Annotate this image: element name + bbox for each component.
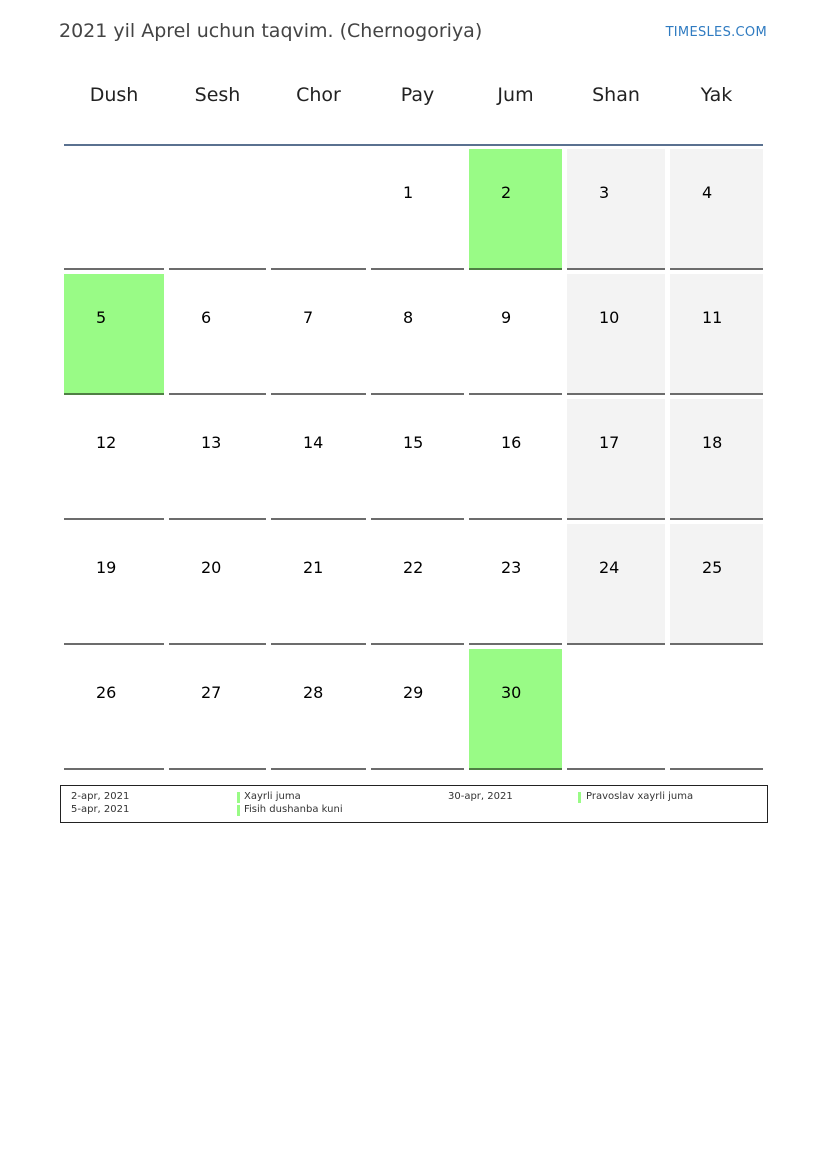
day-cell-thu[interactable]: [371, 149, 464, 270]
weekday-tue: Sesh: [194, 84, 241, 106]
day-number: 11: [702, 308, 723, 327]
weekday-sat: Shan: [592, 84, 640, 106]
day-number: 15: [403, 433, 424, 452]
day-number: 7: [303, 308, 314, 327]
legend-date: 5-apr, 2021: [71, 804, 130, 815]
day-cell-mon[interactable]: [64, 399, 164, 520]
day-number: 13: [201, 433, 222, 452]
day-cell-thu[interactable]: [371, 274, 464, 395]
day-number: 17: [599, 433, 620, 452]
day-number: 1: [403, 183, 414, 202]
day-cell-sat[interactable]: [567, 274, 665, 395]
weekday-sun: Yak: [700, 84, 733, 106]
site-link[interactable]: TIMESLES.COM: [665, 25, 767, 40]
day-number: 16: [501, 433, 522, 452]
day-cell-sun[interactable]: [670, 149, 763, 270]
weekday-header-row: [64, 84, 763, 146]
weekday-fri: Jum: [497, 84, 534, 106]
day-cell-wed[interactable]: [271, 649, 366, 770]
day-cell-sat[interactable]: [567, 524, 665, 645]
day-number: 10: [599, 308, 620, 327]
day-number: 28: [303, 683, 324, 702]
weekday-mon: Dush: [89, 84, 139, 106]
day-cell-thu[interactable]: [371, 399, 464, 520]
legend-color-swatch: [237, 805, 240, 816]
holiday-day-cell[interactable]: [64, 274, 164, 395]
legend-color-swatch: [237, 792, 240, 803]
day-cell-tue[interactable]: [169, 399, 266, 520]
legend-holiday-name: Xayrli juma: [244, 791, 301, 802]
day-cell-thu[interactable]: [371, 524, 464, 645]
day-number: 25: [702, 558, 723, 577]
day-number: 23: [501, 558, 522, 577]
legend-holiday-name: Fisih dushanba kuni: [244, 804, 343, 815]
page-title: 2021 yil Aprel uchun taqvim. (Chernogoriya): [59, 20, 483, 42]
day-number: 30: [501, 683, 522, 702]
day-cell-wed[interactable]: [271, 399, 366, 520]
legend-date: 30-apr, 2021: [448, 791, 513, 802]
day-cell-sun[interactable]: [670, 274, 763, 395]
day-number: 4: [702, 183, 713, 202]
day-cell-wed[interactable]: [271, 274, 366, 395]
day-cell-fri[interactable]: [469, 274, 562, 395]
empty-day-cell: [169, 149, 266, 270]
day-cell-mon[interactable]: [64, 524, 164, 645]
day-cell-sun[interactable]: [670, 524, 763, 645]
holiday-day-cell[interactable]: [469, 649, 562, 770]
day-number: 6: [201, 308, 212, 327]
weekday-thu: Pay: [400, 84, 435, 106]
legend-color-swatch: [578, 792, 581, 803]
empty-day-cell: [567, 649, 665, 770]
day-number: 8: [403, 308, 414, 327]
empty-day-cell: [670, 649, 763, 770]
holiday-legend: [60, 785, 768, 823]
day-number: 14: [303, 433, 324, 452]
day-number: 26: [96, 683, 117, 702]
day-cell-fri[interactable]: [469, 524, 562, 645]
empty-day-cell: [64, 149, 164, 270]
day-number: 3: [599, 183, 610, 202]
day-number: 19: [96, 558, 117, 577]
weekday-wed: Chor: [296, 84, 341, 106]
day-number: 18: [702, 433, 723, 452]
day-cell-sun[interactable]: [670, 399, 763, 520]
day-cell-sat[interactable]: [567, 149, 665, 270]
day-cell-fri[interactable]: [469, 399, 562, 520]
day-cell-tue[interactable]: [169, 524, 266, 645]
day-number: 27: [201, 683, 222, 702]
day-number: 22: [403, 558, 424, 577]
empty-day-cell: [271, 149, 366, 270]
day-number: 5: [96, 308, 107, 327]
holiday-day-cell[interactable]: [469, 149, 562, 270]
day-number: 9: [501, 308, 512, 327]
legend-date: 2-apr, 2021: [71, 791, 130, 802]
day-number: 2: [501, 183, 512, 202]
day-number: 21: [303, 558, 324, 577]
day-cell-sat[interactable]: [567, 399, 665, 520]
day-cell-thu[interactable]: [371, 649, 464, 770]
day-cell-wed[interactable]: [271, 524, 366, 645]
day-cell-tue[interactable]: [169, 649, 266, 770]
legend-holiday-name: Pravoslav xayrli juma: [586, 791, 694, 802]
day-cell-mon[interactable]: [64, 649, 164, 770]
day-cell-tue[interactable]: [169, 274, 266, 395]
day-number: 12: [96, 433, 117, 452]
day-number: 24: [599, 558, 620, 577]
day-number: 20: [201, 558, 222, 577]
day-number: 29: [403, 683, 424, 702]
